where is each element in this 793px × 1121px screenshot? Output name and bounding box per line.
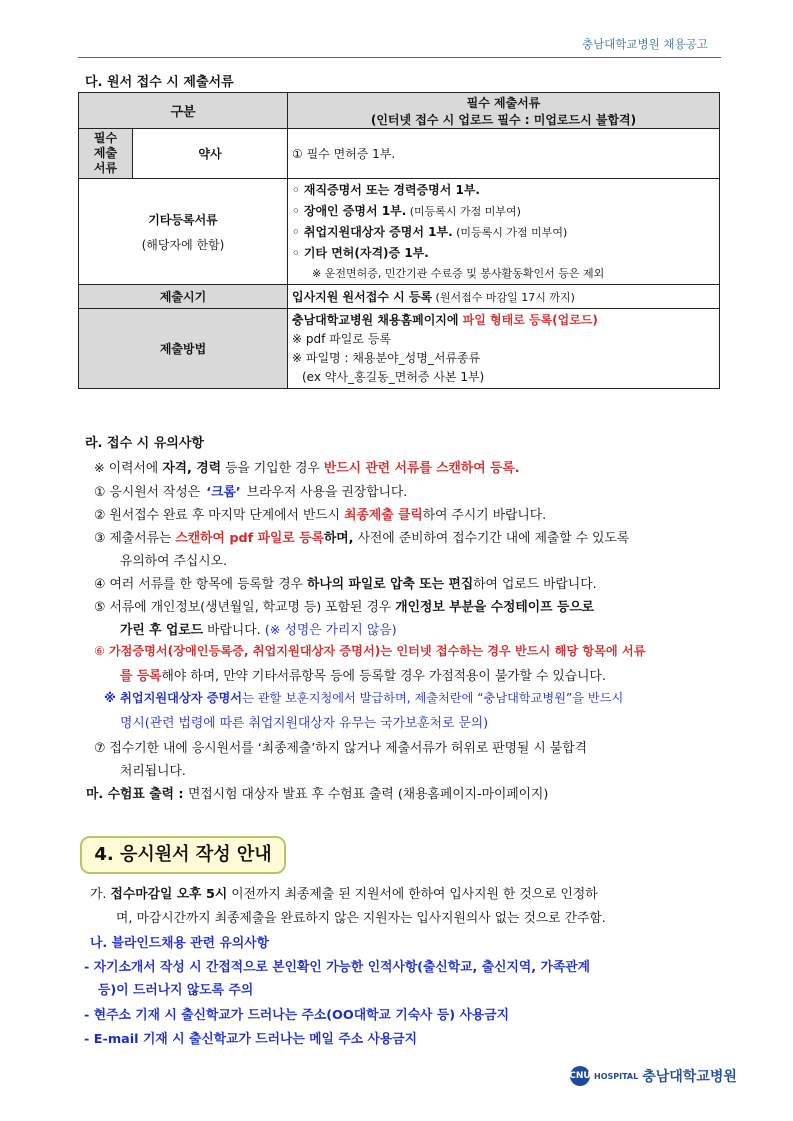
s4-ga-c: 이전까지 최종제출 된 지원서에 한하여 입사지원 한 것으로 인정하: [227, 887, 598, 902]
table-timing-label: 제출시기: [79, 285, 288, 309]
ra-item5-e: (※ 성명은 가리지 않음): [264, 623, 397, 638]
other-item-3: [292, 222, 715, 243]
ra-note-7-cont: 명시(관련 법령에 따른 취업지원대상자 유무는 국가보훈처로 문의): [120, 716, 489, 731]
timing-bold: 입사지원 원서접수 시 등록: [292, 290, 433, 304]
ra-item4-a: ④ 여러 서류를 한 항목에 등록할 경우: [94, 577, 308, 592]
ra-item-1: [94, 481, 407, 500]
ra-item-5: [94, 596, 594, 615]
other-item-4-bold: ◦ 기타 면허(자격)증 1부.: [292, 245, 429, 260]
timing-note: (원서접수 마감일 17시 까지): [432, 291, 575, 304]
header-title: 충남대학교병원 채용공고: [582, 37, 708, 51]
other-item-3-note: (미등록시 가점 미부여): [452, 225, 568, 239]
method-line3: ※ 파일명 : 채용분야_성명_서류종류: [292, 350, 481, 365]
other-item-2-bold: ◦ 장애인 증명서 1부.: [292, 203, 407, 218]
ra-note7-a: ※ 취업지원대상자 증명서: [104, 691, 243, 705]
s4-na-1: - 자기소개서 작성 시 간접적으로 본인확인 가능한 인적사항(출신학교, 출신지역, 가족관계: [84, 960, 591, 975]
table-other-label-cell: [79, 179, 288, 285]
table-method-label: 제출방법: [79, 309, 288, 389]
logo-emblem-icon: CNU: [570, 1066, 590, 1086]
table-other-sublabel: (해당자에 한함): [141, 237, 225, 252]
table-required-content: ① 필수 면허증 1부.: [288, 129, 720, 179]
hospital-logo: [570, 1066, 737, 1086]
ra-note7-b: 는 관할 보훈지청에서 발급하며, 제출처란에 “충남대학교병원”을 반드시: [242, 691, 624, 705]
section-title-ra: 라. 접수 시 유의사항: [85, 436, 204, 451]
other-item-1-bold: ◦ 재직증명서 또는 경력증명서 1부.: [292, 182, 480, 197]
s4-ga-b: 접수마감일 오후 5시: [110, 887, 228, 902]
ra-item1-chrome: ‘크롬’: [206, 485, 241, 500]
section-ma: [86, 783, 548, 802]
other-item-4: [292, 243, 715, 264]
ma-text: 면접시험 대상자 발표 후 수험표 출력 (채용홈페이지-마이페이지): [187, 787, 549, 802]
table-row-other: [79, 179, 720, 285]
ra-item5-c: 가린 후 업로드: [120, 623, 204, 638]
table-row-method: [79, 309, 720, 389]
s4-na-1-cont: 등)이 드러나지 않도록 주의: [98, 983, 254, 998]
s4-ga-cont: 며, 마감시간까지 최종제출을 완료하지 않은 지원자는 입사지원의사 없는 것으로 간주함.: [116, 911, 606, 926]
table-required-sub: 약사: [133, 129, 288, 179]
s4-na-3: - E-mail 기재 시 출신학교가 드러나는 메일 주소 사용금지: [84, 1032, 417, 1047]
ra-item6-d: 해야 하며, 만약 기타서류항목 등에 등록할 경우 가점적용이 불가할 수 있습니다.: [161, 669, 606, 684]
ra-item2-b: 최종제출 클릭: [344, 508, 423, 523]
other-item-1: [292, 180, 715, 201]
table-other-label: 기타등록서류: [148, 212, 218, 227]
required-group-line1: 필수: [93, 131, 118, 145]
ra-item-7: ⑦ 접수기한 내에 응시원서를 ‘최종제출’하지 않거나 제출서류가 허위로 판명될 시 불합격: [94, 741, 587, 756]
ra-item5-a: ⑤ 서류에 개인정보(생년월일, 학교명 등) 포함된 경우: [94, 600, 396, 615]
table-head-docs-line2: (인터넷 접수 시 업로드 필수 : 미업로드시 불합격): [370, 112, 637, 127]
ra-item1-a: ① 응시원서 작성은: [94, 485, 205, 500]
table-head-docs-line1: 필수 제출서류: [466, 95, 541, 110]
ra-item-7-cont: 처리됩니다.: [120, 764, 186, 779]
ra-note0-b: 자격, 경력: [162, 461, 222, 476]
other-item-3-bold: ◦ 취업지원대상자 증명서 1부.: [292, 224, 453, 239]
ra-item5-d: 바랍니다.: [203, 623, 265, 638]
ra-item5-b: 개인정보 부분을 수정테이프 등으로: [395, 600, 595, 615]
ra-item-5-cont: [120, 619, 397, 638]
ra-item-6-cont: [120, 665, 606, 684]
ra-item3-d: 사전에 준비하여 접수기간 내에 제출할 수 있도록: [353, 531, 630, 546]
other-item-2-note: (미등록시 가점 미부여): [406, 204, 521, 218]
ra-item6-a: ⑥: [94, 644, 109, 658]
s4-ga-a: 가.: [90, 887, 111, 902]
s4-na-title: 나. 블라인드채용 관련 유의사항: [90, 936, 269, 951]
ra-item3-c: 하며,: [323, 531, 354, 546]
ra-item-6: [94, 642, 645, 659]
table-head-docs: [288, 93, 720, 129]
s4-na-2: - 현주소 기재 시 출신학교가 드러나는 주소(OO대학교 기숙사 등) 사용금지: [84, 1008, 509, 1023]
ra-item-4: [94, 573, 597, 592]
required-documents-table: [78, 92, 720, 389]
table-head-category: 구분: [79, 93, 288, 129]
logo-english: HOSPITAL: [594, 1071, 639, 1081]
other-item-2: [292, 201, 715, 222]
logo-korean: 충남대학교병원: [642, 1069, 737, 1085]
ra-item6-b: 가점증명서(장애인등록증, 취업지원대상자 증명서)는 인터넷 접수하는 경우 반드시 해당 항목에 서류: [108, 644, 646, 658]
ra-item2-a: ② 원서접수 완료 후 마지막 단계에서 반드시: [94, 508, 345, 523]
ra-note-0: [94, 457, 520, 476]
ra-item4-b: 하나의 파일로 압축 또는 편집: [307, 577, 474, 592]
s4-ga: [90, 883, 598, 902]
table-required-group: [79, 129, 133, 179]
required-group-line3: 서류: [93, 161, 118, 175]
ra-item1-c: 브라우저 사용을 권장합니다.: [242, 485, 408, 500]
ra-item3-a: ③ 제출서류는: [94, 531, 176, 546]
ra-item3-b: 스캔하여 pdf 파일로 등록: [175, 531, 324, 546]
ra-note-7: [104, 689, 623, 706]
ra-item-3: [94, 527, 629, 546]
method-line1-red: 파일 형태로 등록(업로드): [462, 312, 598, 327]
table-row-timing: [79, 285, 720, 309]
table-method-content: [288, 309, 720, 389]
ra-item2-c: 하여 주시기 바랍니다.: [422, 508, 547, 523]
ra-note0-a: ※ 이력서에: [94, 461, 163, 476]
table-other-content: [288, 179, 720, 285]
table-timing-content: [288, 285, 720, 309]
table-row-required: [79, 129, 720, 179]
table-header-row: [79, 93, 720, 129]
ra-note0-d: 반드시 관련 서류를 스캔하여 등록.: [323, 461, 520, 476]
ra-item-2: [94, 504, 546, 523]
method-line1-bold: 충남대학교병원 채용홈페이지에: [292, 312, 463, 327]
section4-title: 4. 응시원서 작성 안내: [80, 836, 286, 874]
ra-item-3-cont: 유의하여 주십시오.: [120, 554, 228, 569]
section-title-da: 다. 원서 접수 시 제출서류: [85, 75, 234, 90]
method-line4: (ex 약사_홍길동_면허증 사본 1부): [302, 369, 485, 384]
header-divider: [78, 57, 721, 58]
method-line2: ※ pdf 파일로 등록: [292, 331, 391, 346]
ra-note0-c: 등을 기입한 경우: [221, 461, 324, 476]
ra-item4-c: 하여 업로드 바랍니다.: [473, 577, 597, 592]
other-footnote: ※ 운전면허증, 민간기관 수료증 및 봉사활동확인서 등은 제외: [312, 266, 605, 280]
ra-item6-c: 를 등록: [120, 669, 162, 684]
required-group-line2: 제출: [93, 146, 118, 160]
ma-label: 마. 수험표 출력 :: [86, 787, 188, 802]
